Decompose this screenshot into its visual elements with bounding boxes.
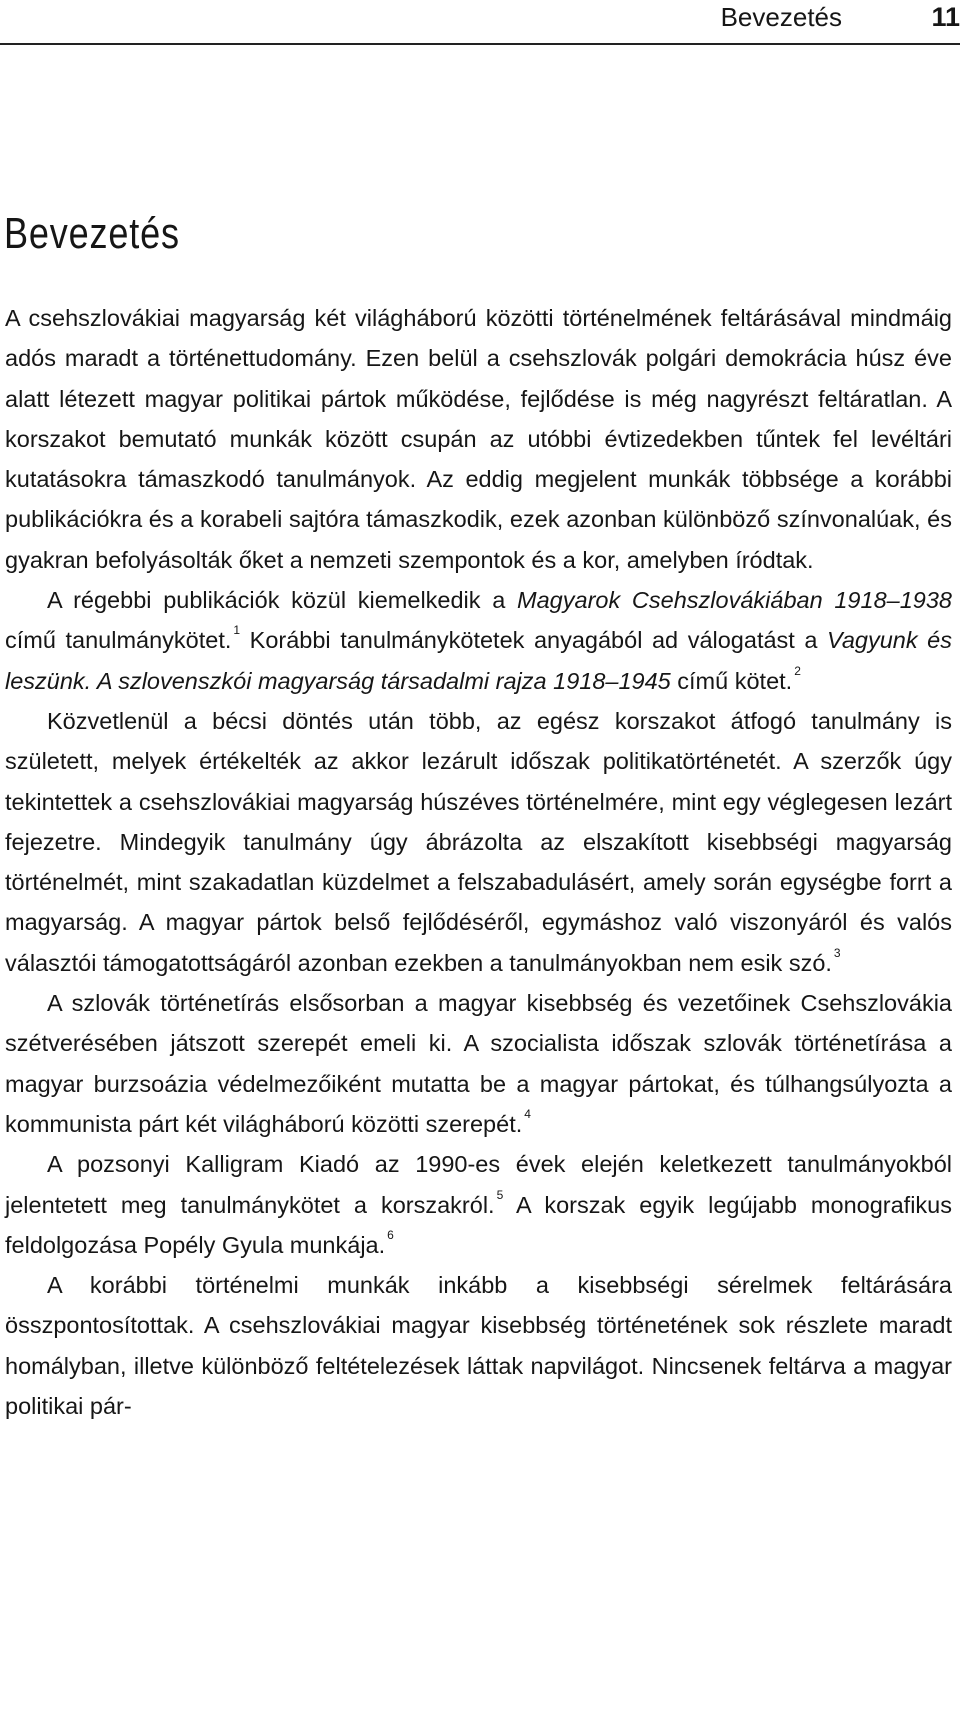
paragraph (5, 580, 952, 701)
footnote-ref: 6 (387, 1227, 394, 1242)
footnote-ref: 1 (233, 623, 241, 638)
body-text (5, 298, 952, 1426)
page-header (0, 0, 960, 46)
footnote-ref: 5 (496, 1187, 504, 1202)
text-run: Közvetlenül a bécsi döntés után több, az egész korszakot átfogó tanulmány is született, melyek értékelték az akkor lezárult időszak politikatörténetét. A szerzők úgy tekintettek a csehszlovákiai magyarság húszéves történelmére, mint egy véglegesen lezárt fejezetre. Mindegyik tanulmány úgy ábrázolta az elszakított kisebbségi magyarság történelmét, mint szakadatlan küzdelmet a felszabadulásért, amely során egységbe forrt a magyarság. A magyar pártok belső fejlődéséről, egymáshoz való viszonyáról és valós választói támogatottságáról azonban ezekben a tanulmányokban nem esik szó. (5, 707, 952, 976)
footnote-ref: 3 (833, 945, 841, 960)
paragraph (5, 701, 952, 983)
text-run: című kötet. (670, 667, 793, 694)
text-run: Korábbi tanulmánykötetek anyagából ad válogatást a (240, 627, 828, 654)
text-run: A korábbi történelmi munkák inkább a kisebbségi sérelmek feltárására összpontosítottak. A csehszlovákiai magyar kisebbség történetének sok részlete maradt homályban, illetve különböző feltételezések láttak napvilágot. Nincsenek feltárva a magyar politikai pár- (5, 1272, 952, 1420)
header-divider (0, 43, 960, 45)
paragraph (5, 1265, 952, 1426)
text-run: A szlovák történetírás elsősorban a magyar kisebbség és vezetőinek Csehszlovákia szétverésében játszott szerepét emeli ki. A szocialista időszak szlovák történetírása a magyar burzsoázia védelmezőiként mutatta be a magyar pártokat, és túlhangsúlyozta a kommunista párt két világháború közötti szerepét. (5, 990, 952, 1137)
book-title: Magyarok Csehszlovákiában 1918–1938 (517, 587, 952, 614)
chapter-title: Bevezetés (4, 209, 180, 258)
footnote-ref: 2 (794, 663, 801, 678)
book-title: Vagyunk és leszünk. A szlovenszkói magyarság társadalmi rajza 1918–1945 (5, 627, 952, 694)
text-run: A korszak egyik legújabb monografikus feldolgozása Popély Gyula munkája. (5, 1191, 953, 1258)
paragraph (5, 983, 952, 1144)
text-run: A csehszlovákiai magyarság két világháború közötti történelmének feltárásával mindmáig adós maradt a történettudomány. Ezen belül a csehszlovák polgári demokrácia húsz éve alatt létezett magyar politikai pártok működése, fejlődése is még nagyrészt feltáratlan. A korszakot bemutató munkák között csupán az utóbbi évtizedekben tűntek fel levéltári kutatásokra támaszkodó tanulmányok. Az eddig megjelent munkák többsége a korábbi publikációkra és a korabeli sajtóra támaszkodik, ezek azonban különböző színvonalúak, és gyakran befolyásolták őket a nemzeti szempontok és a kor, amelyben íródtak. (5, 305, 952, 573)
paragraph (5, 298, 952, 580)
text-run: című tanulmánykötet. (5, 627, 232, 654)
paragraph (5, 1144, 952, 1265)
text-run: A pozsonyi Kalligram Kiadó az 1990-es évek elején keletkezett tanulmányokból jelentetett meg tanulmánykötet a korszakról. (5, 1151, 952, 1218)
text-run: A régebbi publikációk közül kiemelkedik a (47, 587, 518, 614)
footnote-ref: 4 (524, 1106, 531, 1121)
page-number: 11 (931, 2, 960, 32)
running-title: Bevezetés (720, 2, 842, 32)
